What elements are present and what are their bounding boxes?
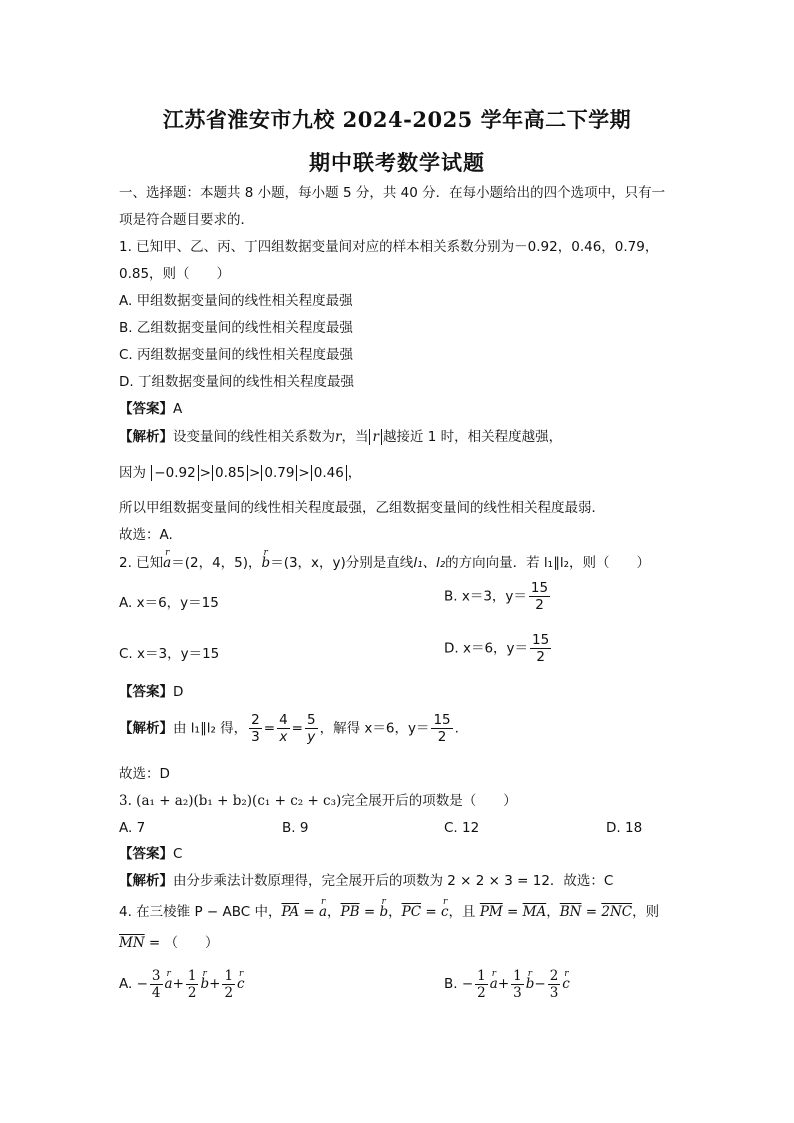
abs-value: 0.46 xyxy=(311,465,347,481)
vec-nc: 2NC xyxy=(601,904,633,920)
q2-option-a: A. x＝6，y＝15 xyxy=(119,595,219,611)
q2-option-d xyxy=(444,632,553,665)
vec-pb: $\overline{PB}$ xyxy=(340,904,360,920)
numerator: 15 xyxy=(532,632,550,648)
q3-option-b: B. 9 xyxy=(282,820,309,836)
q1-option-c: C. 丙组数据变量间的线性相关程度最强 xyxy=(119,347,354,363)
q1-analysis-1 xyxy=(119,428,562,446)
option-text: D. x＝6，y＝ xyxy=(444,640,529,657)
q3-option-a: A. 7 xyxy=(119,820,146,836)
answer-label: 【答案】 xyxy=(119,684,173,700)
analysis-text: ，解得 x＝6，y＝ xyxy=(319,720,430,737)
abs-value: 0.85 xyxy=(212,465,248,481)
denominator: 2 xyxy=(535,597,544,613)
gt-sign: > xyxy=(298,465,310,481)
vec-pa: $\overline{PA}$ xyxy=(281,904,300,920)
vec-pm: $\overline{PM}$ xyxy=(479,904,503,920)
denominator: x xyxy=(279,729,288,745)
numerator: 15 xyxy=(433,712,451,728)
denominator: 3 xyxy=(251,729,260,745)
q3-stem xyxy=(119,792,517,810)
analysis-label: 【解析】 xyxy=(119,720,173,737)
vector-b: r b xyxy=(262,554,271,572)
var-r: r xyxy=(335,429,342,445)
abs-value: −0.92 xyxy=(151,465,198,481)
q2-option-b xyxy=(444,580,552,613)
analysis-text: 设变量间的线性相关系数为 xyxy=(173,429,335,445)
vec-mn: $\overline{MN}$ xyxy=(119,935,145,951)
analysis-text: 由分步乘法计数原理得，完全展开后的项数为 2 × 2 × 3 = 12．故选：C xyxy=(173,873,614,889)
section-intro: 一、选择题：本题共 8 小题，每小题 5 分，共 40 分．在每小题给出的四个选项中，只有一 xyxy=(119,185,666,201)
q3-expression: 3. (a₁ + a₂)(b₁ + b₂)(c₁ + c₂ + c₃) xyxy=(119,793,342,809)
q1-analysis-2 xyxy=(119,464,361,482)
answer-value: C xyxy=(173,846,183,862)
option-text: B. x＝3，y＝ xyxy=(444,588,527,605)
q4-stem-text: 4. 在三棱锥 P − ABC 中， xyxy=(119,904,282,920)
q4-stem-text: = （ ） xyxy=(144,935,219,951)
analysis-text: ，当 xyxy=(341,429,369,445)
q1-stem-cont: 0.85，则（ ） xyxy=(119,266,231,282)
analysis-label: 【解析】 xyxy=(119,429,173,445)
equals-sign: = xyxy=(291,720,303,737)
vector-b-value: ＝(3，x，y)分别是直线 xyxy=(270,555,414,571)
q1-stem: 1. 已知甲、乙、丙、丁四组数据变量间对应的样本相关系数分别为－0.92，0.46，0.79， xyxy=(119,239,659,255)
q1-option-b: B. 乙组数据变量间的线性相关程度最强 xyxy=(119,320,353,336)
gt-sign: > xyxy=(249,465,261,481)
fraction xyxy=(249,712,262,745)
numerator: 5 xyxy=(306,712,316,728)
page-title: 江苏省淮安市九校 2024-2025 学年高二下学期 xyxy=(162,107,632,132)
denominator: 2 xyxy=(536,649,545,665)
answer-value: A xyxy=(173,401,183,417)
q4-stem: 4. 在三棱锥 P − ABC 中，$\overline{PA} = r$ a，$\overline{PB} = r$ b，$\overline{PC} = r$ c，且 $\overline{PM} = \overline{MA}$，$\overline{BN} = 2NC$，则 xyxy=(119,903,659,921)
fraction xyxy=(530,632,551,665)
q4-stem-text: ，则 xyxy=(632,904,660,920)
vec-b: r b xyxy=(379,903,388,921)
vec-ma: $\overline{MA}$ xyxy=(522,904,547,920)
q1-answer xyxy=(119,400,182,418)
vector-a-value: ＝(2，4，5)， xyxy=(171,555,262,571)
analysis-text: 因为 xyxy=(119,465,146,481)
q3-option-c: C. 12 xyxy=(444,820,480,836)
q1-option-d: D. 丁组数据变量间的线性相关程度最强 xyxy=(119,374,354,390)
q4-option-b xyxy=(444,968,570,1001)
page-subtitle: 期中联考数学试题 xyxy=(309,150,485,175)
q2-stem-text: 2. 已知 xyxy=(119,555,164,571)
numerator: 2 xyxy=(251,712,260,728)
q2-analysis xyxy=(119,712,459,745)
section-intro-cont: 项是符合题目要求的． xyxy=(119,212,254,228)
gt-sign: > xyxy=(199,465,211,481)
q3-answer xyxy=(119,845,182,863)
abs-r: r xyxy=(369,429,381,445)
numerator: 4 xyxy=(279,712,288,728)
abs-value: 0.79 xyxy=(261,465,297,481)
fraction xyxy=(305,712,318,745)
q4-option-a xyxy=(119,968,245,1001)
analysis-label: 【解析】 xyxy=(119,873,173,889)
numerator: 15 xyxy=(530,580,549,596)
q4-stem-text: ，且 xyxy=(448,904,476,920)
q2-answer xyxy=(119,683,183,701)
equals-sign: = xyxy=(263,720,276,737)
q2-stem-end: 的方向向量．若 l₁∥l₂，则（ ） xyxy=(445,555,651,571)
q4-stem-cont xyxy=(119,934,219,952)
vec-bn: $\overline{BN}$ xyxy=(559,904,582,920)
q2-choose: 故选：D xyxy=(119,766,170,782)
q3-analysis xyxy=(119,872,613,890)
denominator: y xyxy=(307,729,316,745)
analysis-text: 由 l₁∥l₂ 得， xyxy=(173,720,248,737)
q1-choose: 故选：A. xyxy=(119,527,173,543)
q1-analysis-3: 所以甲组数据变量间的线性相关程度最强，乙组数据变量间的线性相关程度最弱． xyxy=(119,500,605,516)
answer-label: 【答案】 xyxy=(119,846,173,862)
analysis-text: . xyxy=(454,720,459,737)
answer-value: D xyxy=(173,684,184,700)
fraction xyxy=(529,580,550,613)
fraction xyxy=(277,712,290,745)
q2-option-c: C. x＝3，y＝15 xyxy=(119,646,220,662)
vector-a: r a xyxy=(163,554,171,572)
q3-option-d: D. 18 xyxy=(606,820,643,836)
answer-label: 【答案】 xyxy=(119,401,173,417)
denominator: 2 xyxy=(437,729,447,745)
analysis-text: ， xyxy=(347,465,362,481)
vec-a: r a xyxy=(319,903,327,921)
option-label: B. xyxy=(444,976,458,992)
q2-stem xyxy=(119,554,650,572)
option-label: A. xyxy=(119,976,133,992)
vec-c: r c xyxy=(441,903,449,921)
line-names: l₁、l₂ xyxy=(413,555,446,571)
option-b-expression: − $\frac{1}{2}$ r a+ $\frac{1}{3}$ r b− $\frac{2}{3}$ r c xyxy=(462,976,570,992)
option-a-expression: − $\frac{3}{4}$ r a+ $\frac{1}{2}$ r b+ $\frac{1}{2}$ r c xyxy=(137,976,245,992)
analysis-text: 越接近 1 时，相关程度越强， xyxy=(382,429,563,445)
vec-pc: $\overline{PC}$ xyxy=(401,904,422,920)
q1-option-a: A. 甲组数据变量间的线性相关程度最强 xyxy=(119,293,353,309)
fraction xyxy=(431,712,452,745)
q3-stem-text: 完全展开后的项数是（ ） xyxy=(341,793,517,809)
